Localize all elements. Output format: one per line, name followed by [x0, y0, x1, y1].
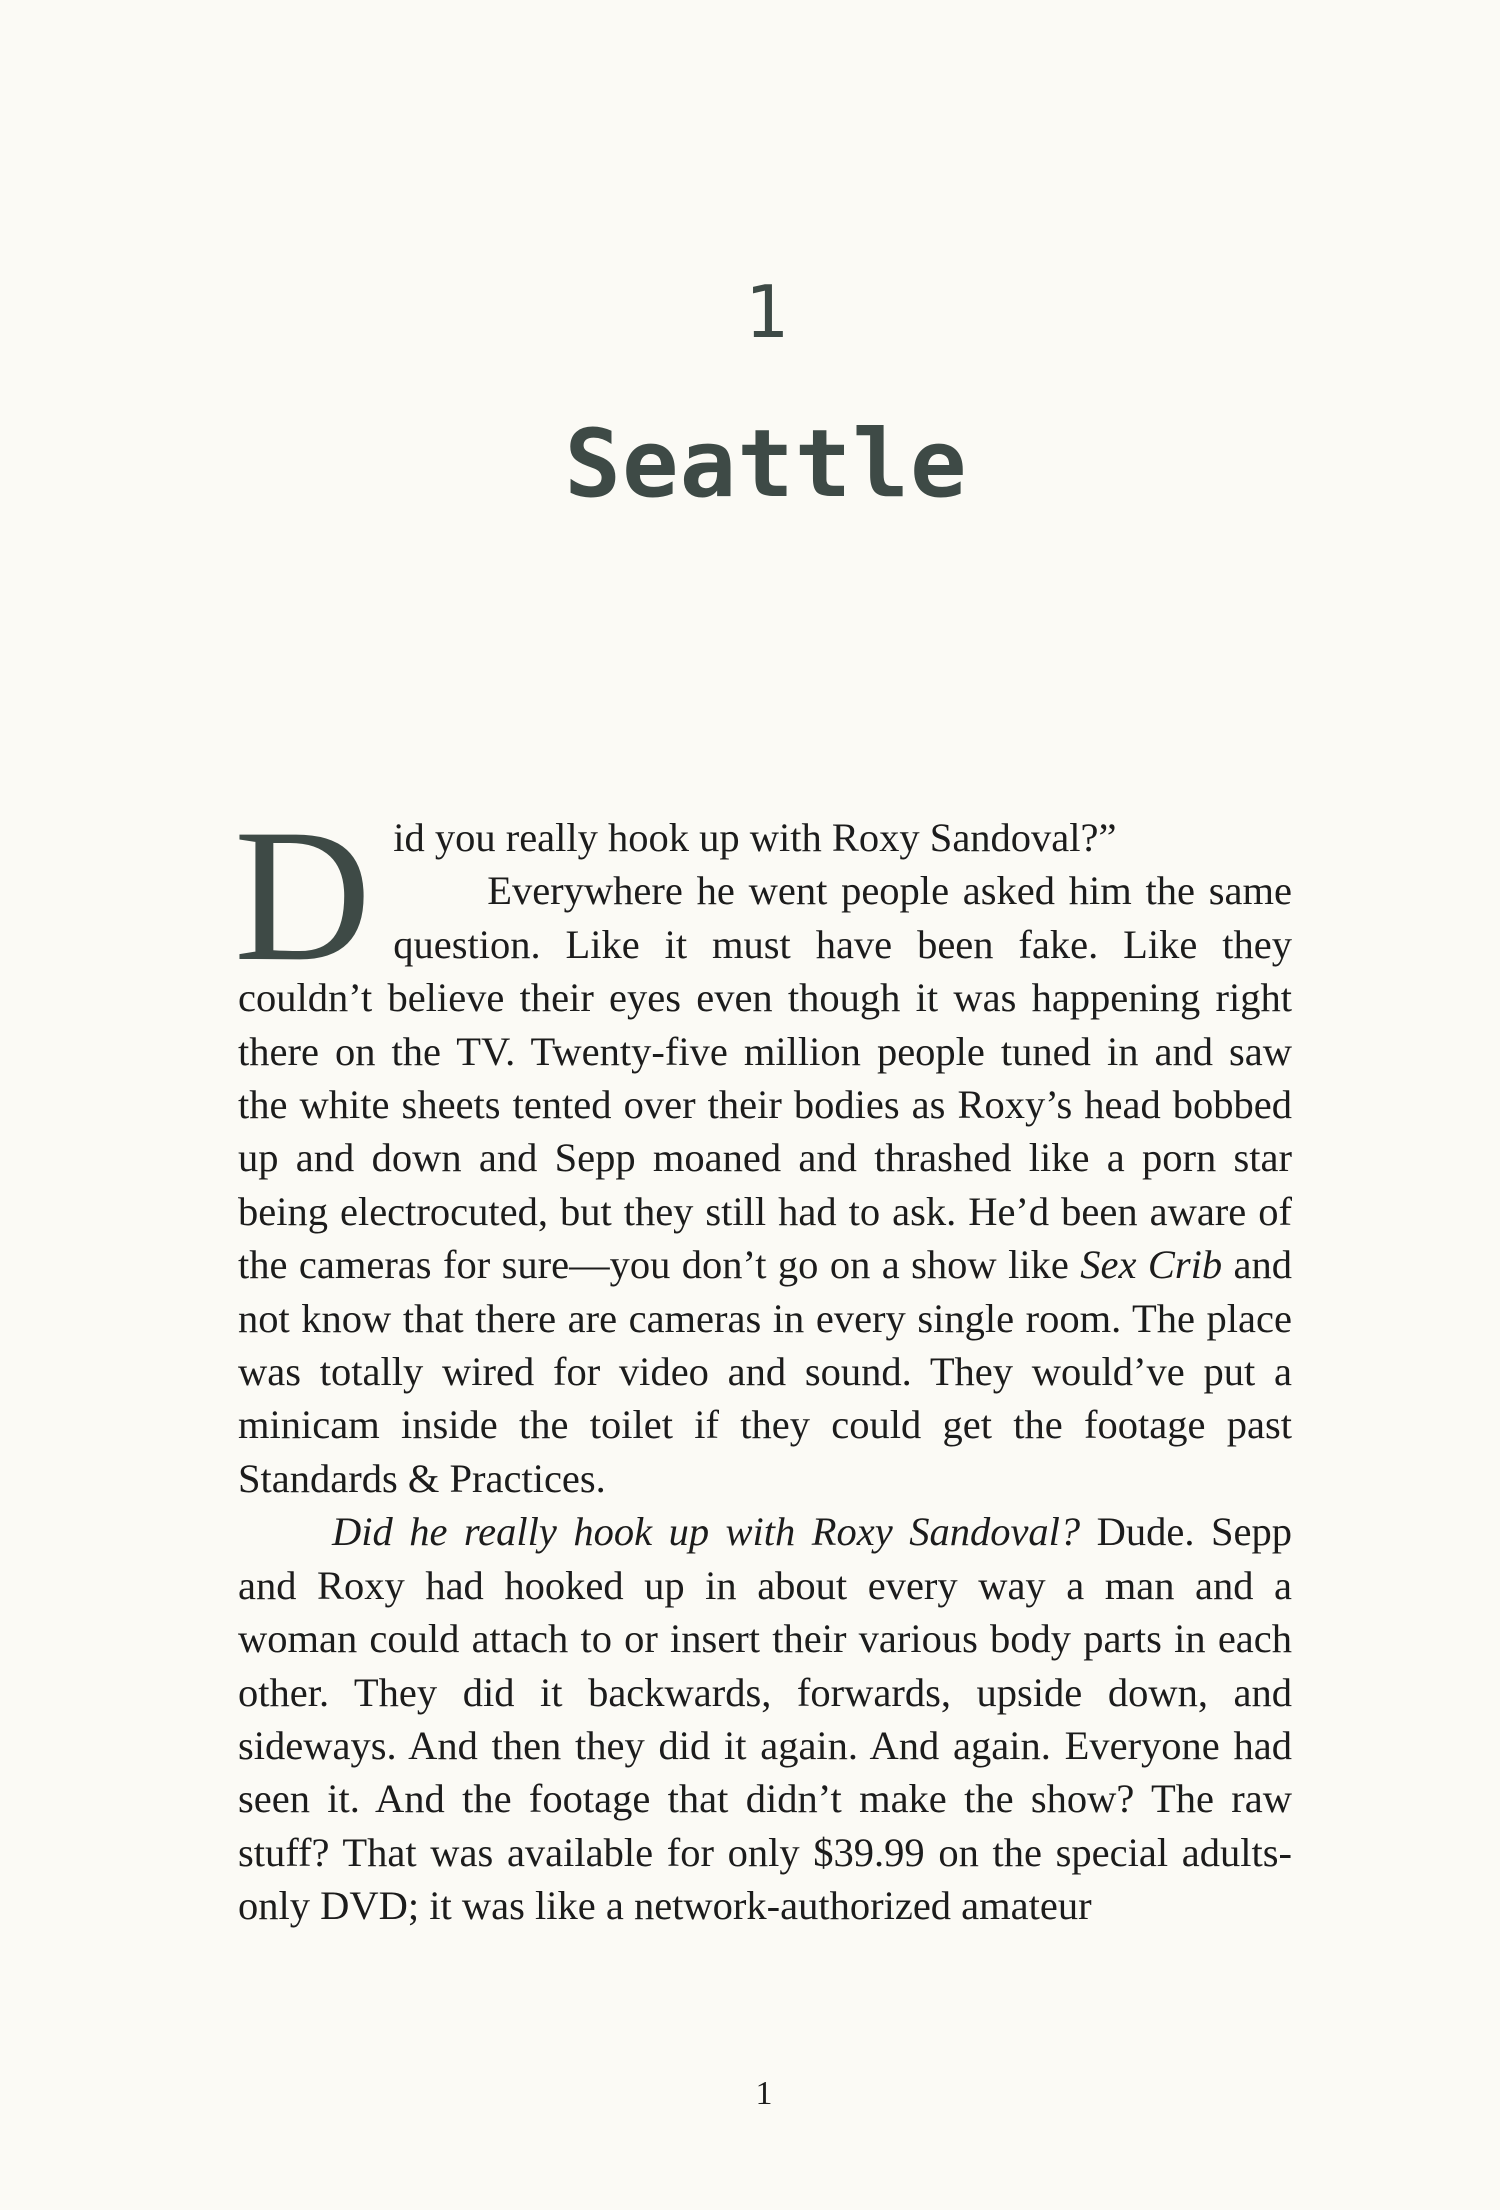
- paragraph-2-show-pre: show like: [911, 1242, 1081, 1288]
- paragraph-2-text: Everywhere he went people asked him the same question. Like it must have been fake. Like they couldn’t believe their eyes even though it was happening right there on the TV. Twenty-five million people tuned in and saw the white sheets tented over their bodies as Roxy’s head bobbed up and down and Sepp moaned and thrashed like a porn star being electrocuted, but they still had to ask. He’d been aware of the cameras for sure—you don’t go on a: [238, 868, 1292, 1288]
- paragraph-3: [238, 1505, 1292, 1932]
- paragraph-1-text: id you really hook up with Roxy Sandoval?”: [393, 815, 1117, 860]
- drop-cap: D: [234, 791, 372, 1001]
- paragraph-2-show-post: and not know that there are cameras in every single room. The place was totally wired for video and sound. They would’ve put a minicam inside the toilet if they could get the footage past Standards & Practices.: [238, 1242, 1293, 1501]
- chapter-title: Seattle: [564, 410, 968, 519]
- chapter-body: [234, 791, 1293, 1933]
- paragraph-3-italic: Did he really hook up with Roxy Sandoval?: [332, 1509, 1081, 1555]
- chapter-number: 1: [744, 270, 788, 354]
- page-number: 1: [755, 2075, 773, 2112]
- show-title: Sex Crib: [1080, 1242, 1223, 1288]
- paragraph-3-text: Dude. Sepp and Roxy had hooked up in about every way a man and a woman could attach to or insert their various body parts in each other. They did it backwards, forwards, upside down, and sideways. And then they did it again. And again. Everyone had seen it. And the footage that didn’t make the show? The raw stuff? That was available for only $39.99 on the special adults-only DVD; it was like a network-authorized amateur: [238, 1509, 1292, 1929]
- paragraph-1: [234, 791, 1293, 1505]
